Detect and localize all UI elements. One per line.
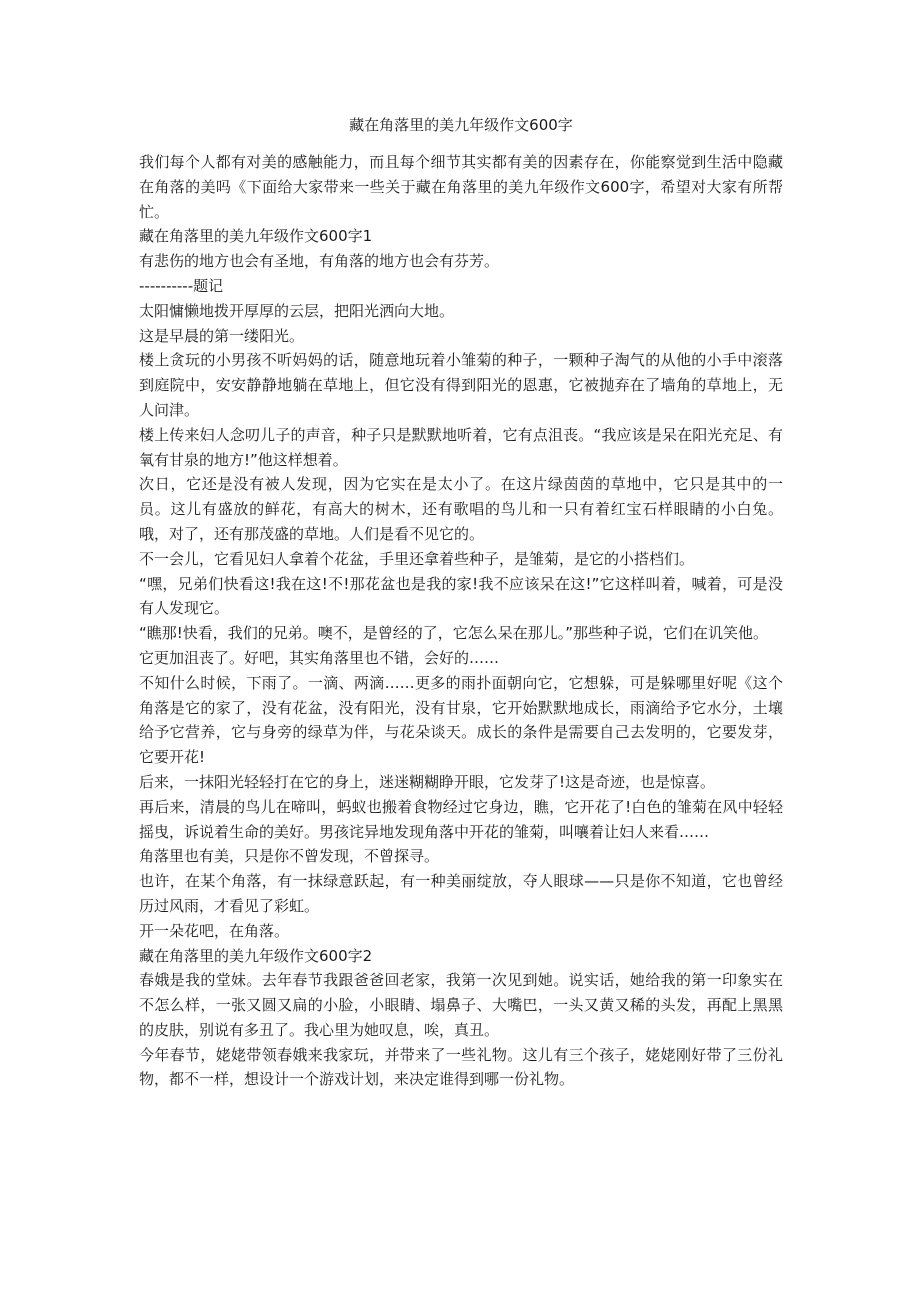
paragraph: “瞧那!快看，我们的兄弟。噢不，是曾经的了，它怎么呆在那儿。”那些种子说，它们在讥笑他。 xyxy=(139,624,769,643)
section-heading: 藏在角落里的美九年级作文600字1 xyxy=(139,227,373,246)
epigraph-attribution: ----------题记 xyxy=(139,276,224,295)
paragraph: 春娥是我的堂妹。去年春节我跟爸爸回老家，我第一次见到她。说实话，她给我的第一印象实在不怎么样，一张又圆又扁的小脸，小眼睛、塌鼻子、大嘴巴，一头又黄又稀的头发，再配上黑黑的皮肤，别说有多丑了。我心里为她叹息，唉，真丑。 xyxy=(139,971,783,1039)
paragraph: 这是早晨的第一缕阳光。 xyxy=(139,326,305,345)
paragraph: 楼上传来妇人念叨儿子的声音，种子只是默默地听着，它有点沮丧。“我应该是呆在阳光充足、有氧有甘泉的地方!”他这样想着。 xyxy=(139,425,783,469)
paragraph: 楼上贪玩的小男孩不听妈妈的话，随意地玩着小雏菊的种子，一颗种子淘气的从他的小手中滚落到庭院中，安安静静地躺在草地上，但它没有得到阳光的恩惠，它被抛弃在了墙角的草地上，无人问津。 xyxy=(139,351,783,419)
paragraph: 今年春节，姥姥带领春娥来我家玩，并带来了一些礼物。这儿有三个孩子，姥姥刚好带了三份礼物，都不一样，想设计一个游戏计划，来决定谁得到哪一份礼物。 xyxy=(139,1045,783,1089)
paragraph: “嘿，兄弟们快看这!我在这!不!那花盆也是我的家!我不应该呆在这!”它这样叫着，喊着，可是没有人发现它。 xyxy=(139,574,783,618)
paragraph: 也许，在某个角落，有一抹绿意跃起，有一种美丽绽放，夺人眼球——只是你不知道，它也曾经历过风雨，才看见了彩虹。 xyxy=(139,872,783,915)
document-title: 藏在角落里的美九年级作文600字 xyxy=(349,116,573,134)
paragraph: 角落里也有美，只是你不曾发现，不曾探寻。 xyxy=(139,847,440,866)
paragraph: 再后来，清晨的鸟儿在啼叫，蚂蚁也搬着食物经过它身边，瞧，它开花了!白色的雏菊在风中轻轻摇曳，诉说着生命的美好。男孩诧异地发现角落中开花的雏菊，叫嚷着让妇人来看…… xyxy=(139,797,783,841)
paragraph: 我们每个人都有对美的感触能力，而且每个细节其实都有美的因素存在，你能察觉到生活中隐藏在角落的美吗《下面给大家带来一些关于藏在角落里的美九年级作文600字，希望对大家有所帮忙。 xyxy=(139,153,783,221)
paragraph: 开一朵花吧，在角落。 xyxy=(139,921,290,940)
document-page xyxy=(139,114,783,1092)
paragraph: 不知什么时候，下雨了。一滴、两滴……更多的雨扑面朝向它，它想躲，可是躲哪里好呢《这个角落是它的家了，没有花盆，没有阳光，没有甘泉，它开始默默地成长，雨滴给予它水分，土壤给予它营养，它与身旁的绿草为伴，与花朵谈天。成长的条件是需要自己去发明的，它要发芽，它要开花! xyxy=(139,673,783,767)
paragraph: 后来，一抹阳光轻轻打在它的身上，迷迷糊糊睁开眼，它发芽了!这是奇迹，也是惊喜。 xyxy=(139,772,716,791)
paragraph: 不一会儿，它看见妇人拿着个花盆，手里还拿着些种子，是雏菊，是它的小搭档们。 xyxy=(139,549,695,568)
paragraph: 太阳慵懒地拨开厚厚的云层，把阳光洒向大地。 xyxy=(139,301,455,320)
paragraph: 它更加沮丧了。好吧，其实角落里也不错，会好的…… xyxy=(139,648,500,667)
paragraph: 次日，它还是没有被人发现，因为它实在是太小了。在这片绿茵茵的草地中，它只是其中的一员。这儿有盛放的鲜花，有高大的树木，还有歌唱的鸟儿和一只有着红宝石样眼睛的小白兔。哦，对了，还有那茂盛的草地。人们是看不见它的。 xyxy=(139,475,783,543)
paragraph: 有悲伤的地方也会有圣地，有角落的地方也会有芬芳。 xyxy=(139,252,500,271)
section-heading: 藏在角落里的美九年级作文600字2 xyxy=(139,946,373,965)
